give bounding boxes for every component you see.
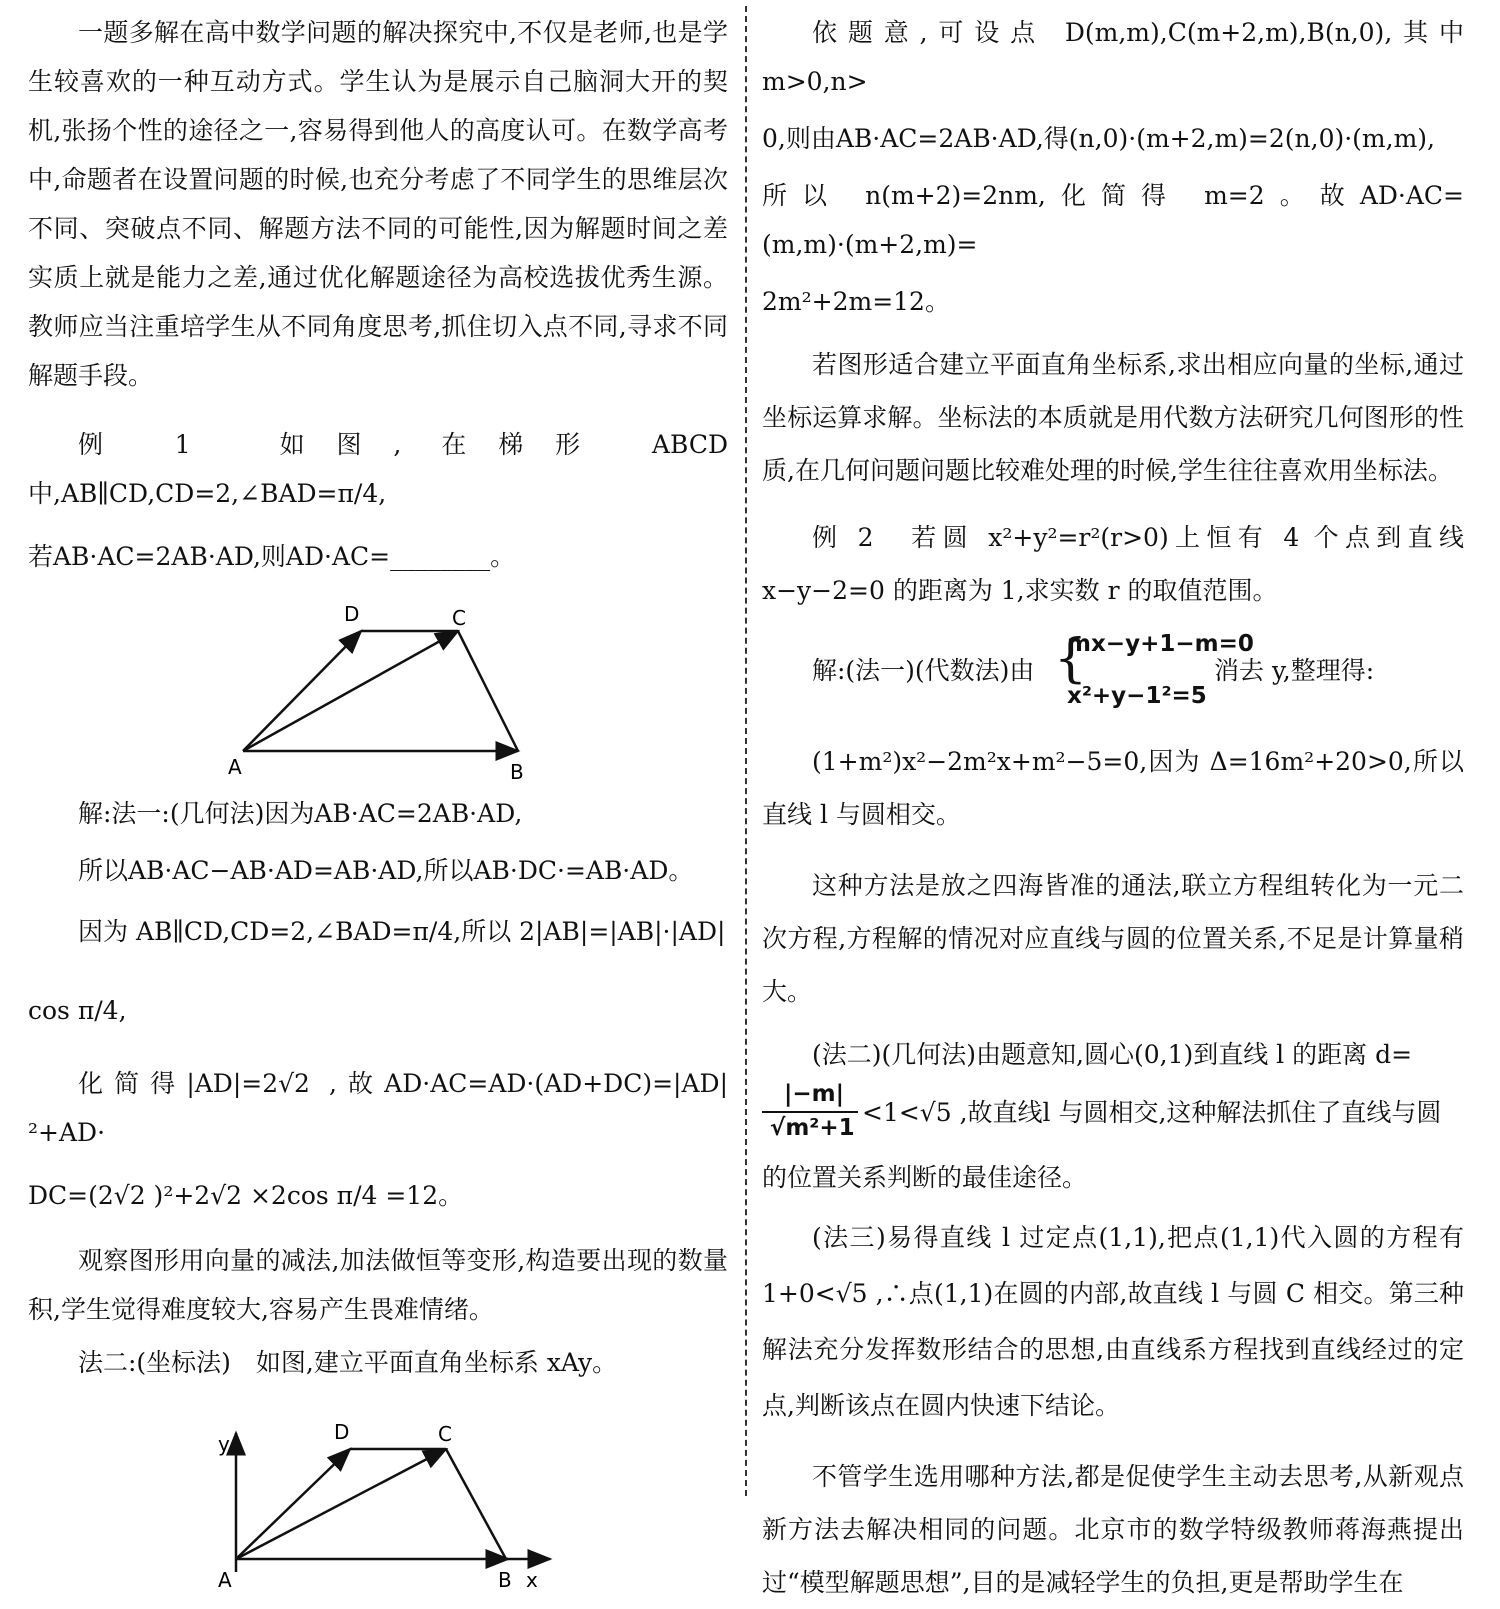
solution2-heading: 法二:(坐标法) 如图,建立平面直角坐标系 xAy。: [78, 1348, 618, 1377]
x-axis-label: x: [526, 1568, 538, 1587]
system-equation-2: x²+y−1²=5: [1067, 683, 1207, 709]
distance-fraction-line: [762, 1081, 1464, 1143]
right-column: [762, 0, 1464, 1609]
method2-line2: <1<√5 ,故直线l 与圆相交,这种解法抓住了直线与圆: [862, 1098, 1442, 1127]
point-d-label: D: [344, 602, 360, 626]
discriminant-paragraph: (1+m²)x²−2m²x+m²−5=0,因为 Δ=16m²+20>0,所以直线 l 与圆相交。: [762, 747, 1464, 829]
point-a-label: A: [228, 755, 242, 779]
method2-line3: 的位置关系判断的最佳途径。: [762, 1163, 1088, 1192]
intro-paragraph: 一题多解在高中数学问题的解决探究中,不仅是老师,也是学生较喜欢的一种互动方式。学生认为是展示自己脑洞大开的契机,张扬个性的途径之一,容易得到他人的高度认可。在数学高考中,命题者在设置问题的时候,也充分考虑了不同学生的思维层次不同、突破点不同、解题方法不同的可能性,因为解题时间之差实质上就是能力之差,通过优化解题途径为高校选拔优秀生源。教师应当注重培学生从不同角度思考,抓住切入点不同,寻求不同解题手段。: [28, 18, 728, 390]
axis-point-c-label: C: [438, 1422, 452, 1446]
axis-origin-a-label: A: [218, 1568, 232, 1587]
example1-question: 若AB·AC=2AB·AD,则AD·AC=________。: [28, 542, 516, 571]
solution1-line4: cos π/4,: [28, 996, 127, 1025]
point-c-label: C: [452, 606, 466, 630]
system-equation-1: mx−y+1−m=0: [1067, 631, 1254, 657]
method2-line1: (法二)(几何法)由题意知,圆心(0,1)到直线 l 的距离 d=: [812, 1040, 1413, 1069]
solution1-line1: 解:法一:(几何法)因为AB·AC=2AB·AD,: [78, 799, 523, 828]
trapezoid-figure: [28, 581, 728, 781]
left-brace-icon: {: [1054, 629, 1088, 689]
y-axis-label: y: [218, 1432, 230, 1456]
solution-method1-prefix: 解:(法一)(代数法)由: [812, 656, 1035, 685]
fraction-numerator: |−m|: [784, 1081, 845, 1107]
solution1-line6: DC=(2√2 )²+2√2 ×2cos π/4 =12。: [28, 1181, 464, 1210]
left-column: [28, 0, 728, 1587]
coordinate-figure: [28, 1387, 728, 1587]
coordinate-method-paragraph: 若图形适合建立平面直角坐标系,求出相应向量的坐标,通过坐标运算求解。坐标法的本质就是用代数方法研究几何图形的性质,在几何问题问题比较难处理的时候,学生往往喜欢用坐标法。: [762, 350, 1464, 485]
solution-method1-suffix: 消去 y,整理得:: [1214, 656, 1375, 685]
observation-paragraph: 观察图形用向量的减法,加法做恒等变形,构造要出现的数量积,学生觉得难度较大,容易产生畏难情绪。: [28, 1246, 728, 1324]
axis-point-d-label: D: [334, 1420, 350, 1444]
fraction-denominator: √m²+1: [770, 1115, 855, 1141]
method3-paragraph: (法三)易得直线 l 过定点(1,1),把点(1,1)代入圆的方程有 1+0<√5 ,∴点(1,1)在圆的内部,故直线 l 与圆 C 相交。第三种解法充分发挥数形结合的思想,由直线系方程找到直线经过的定点,判断该点在圆内快速下结论。: [762, 1223, 1464, 1420]
axis-point-b-label: B: [498, 1568, 512, 1587]
example2-statement: 例 2 若圆 x²+y²=r²(r>0)上恒有 4 个点到直线 x−y−2=0 的距离为 1,求实数 r 的取值范围。: [762, 523, 1464, 605]
closing-paragraph: 不管学生选用哪种方法,都是促使学生主动去思考,从新观点新方法去解决相同的问题。北京市的数学特级教师蒋海燕提出过“模型解题思想”,目的是减轻学生的负担,更是帮助学生在: [762, 1462, 1464, 1597]
solution1-line3: 因为 AB∥CD,CD=2,∠BAD=π/4,所以 2|AB|=|AB|·|AD|: [78, 917, 726, 946]
point-b-label: B: [510, 760, 524, 781]
column-divider: [745, 6, 747, 1496]
solution1-line5: 化简得|AD|=2√2 ,故AD·AC=AD·(AD+DC)=|AD|²+AD·: [28, 1069, 728, 1147]
coordinate-setup-line4: 2m²+2m=12。: [762, 287, 950, 316]
coordinate-setup-line3: 所以 n(m+2)=2nm,化简得 m=2。故AD·AC=(m,m)·(m+2,m)=: [762, 181, 1464, 259]
general-method-paragraph: 这种方法是放之四海皆准的通法,联立方程组转化为一元二次方程,方程解的情况对应直线与圆的位置关系,不足是计算量稍大。: [762, 871, 1464, 1006]
solution-system-block: [762, 631, 1464, 721]
fraction-bar: [762, 1111, 858, 1113]
solution1-line2: 所以AB·AC−AB·AD=AB·AD,所以AB·DC·=AB·AD。: [78, 856, 694, 885]
coordinate-setup-line1: 依题意,可设点 D(m,m),C(m+2,m),B(n,0),其中 m>0,n>: [762, 18, 1464, 96]
coordinate-setup-line2: 0,则由AB·AC=2AB·AD,得(n,0)·(m+2,m)=2(n,0)·(m,m),: [762, 124, 1435, 153]
example1-statement: 例 1 如图, 在梯形 ABCD 中,AB∥CD,CD=2,∠BAD=π/4,: [28, 430, 728, 508]
